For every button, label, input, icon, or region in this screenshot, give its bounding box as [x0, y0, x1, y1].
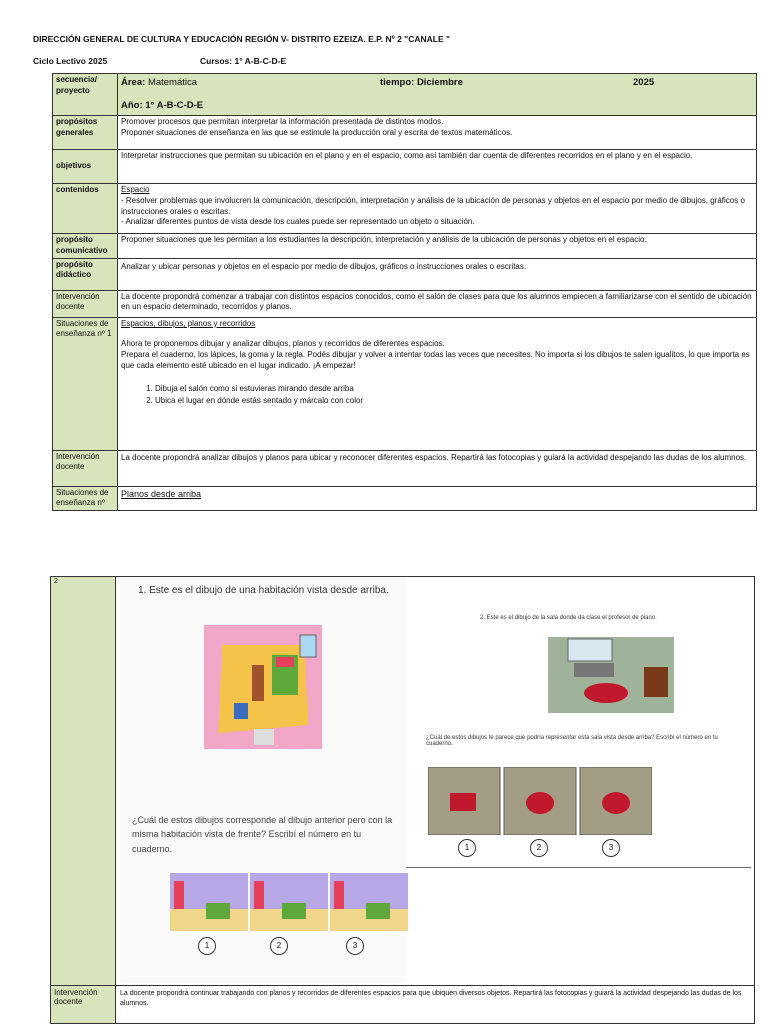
intervencion-3: La docente propondrá continuar trabajando con planos y recorridos de diferentes espacios para que ubiquen diversos objetos. Repartirá las fotocopias y guiará la actividad despejando las dudas de los alumnos.	[116, 986, 755, 1024]
intervencion-2-label: Intervención docente	[53, 450, 118, 486]
option-3-label: 3	[602, 839, 620, 857]
worksheet-area	[116, 576, 755, 986]
cursos: Cursos: 1° A-B-C-D-E	[200, 56, 287, 66]
row-number: 2	[50, 576, 116, 986]
comunicativo-label: propósito comunicativo	[53, 234, 118, 259]
propositos-1: Promover procesos que permitan interpretar la información presentada de distintos modos.	[121, 117, 444, 126]
option-1-label: 1	[458, 839, 476, 857]
page-2	[50, 576, 755, 1024]
intervencion-label: Intervención docente	[53, 290, 118, 317]
contenidos-title: Espacio	[121, 185, 150, 194]
intervencion-1: La docente propondrá comenzar a trabajar con distintos espacios conocidos, como el salón de clases para que los alumnos empiecen a familiarizarse con el sentido de ubicación en un espacio determinado, recorridos y planos.	[118, 290, 757, 317]
situaciones-1-p1: Ahora te proponemos dibujar y analizar dibujos, planos y recorridos de diferentes espacios.	[121, 339, 445, 349]
ciclo-lectivo: Ciclo Lectivo 2025	[33, 56, 108, 66]
intervencion-3-label: Intervención docente	[50, 986, 116, 1024]
objetivos-label: objetivos	[53, 150, 118, 184]
intervencion-2: La docente propondrá analizar dibujos y planos para ubicar y reconocer diferentes espacios. Repartirá las fotocopias y guiará la actividad despejando las dudas de los alumnos.	[118, 450, 757, 486]
list-item: 1. Dibuja el salón como si estuvieras mirando desde arriba	[155, 384, 753, 395]
propositos-cell	[118, 116, 757, 150]
q2-question: ¿Cuál de estos dibujos te parece que podría representar esta sala vista desde arriba? Escribí el número en tu cuaderno.	[426, 735, 718, 747]
worksheet-1	[120, 577, 406, 983]
situaciones-1-cell	[118, 317, 757, 450]
situaciones-2-title: Planos desde arriba	[118, 486, 757, 511]
planning-table	[52, 73, 757, 511]
didactico: Analizar y ubicar personas y objetos en el espacio por medio de dibujos, gráficos o instrucciones orales o escritas.	[118, 258, 757, 290]
option-2-label: 2	[270, 937, 288, 955]
option-3-label: 3	[346, 937, 364, 955]
q1-question: ¿Cuál de estos dibujos corresponde al dibujo anterior pero con la misma habitación vista de frente? Escribí el número en tu cuaderno.	[132, 815, 393, 854]
room-top-view-image	[204, 625, 322, 749]
option-2-label: 2	[530, 839, 548, 857]
list-item: 2. Ubica el lugar en dónde estás sentado y márcalo con color	[155, 396, 753, 407]
worksheet-2	[406, 577, 751, 868]
year: 2025	[633, 77, 655, 88]
area-value: Matemática	[147, 77, 198, 88]
option-3-image	[580, 767, 652, 835]
option-1-image	[170, 873, 248, 931]
situaciones-1-title: Espacios, dibujos, planos y recorridos	[121, 318, 256, 328]
propositos-label: propósitos generales	[53, 116, 118, 150]
propositos-2: Proponer situaciones de enseñanza en las que se estimule la producción oral y escrita de textos matemáticos.	[121, 127, 513, 137]
anio: Año: 1° A-B-C-D-E	[121, 99, 204, 111]
secuencia-label: secuencia/ proyecto	[53, 74, 118, 116]
contenidos-2: - Analizar diferentes puntos de vista desde los cuales puede ser representado un objeto o situación.	[121, 217, 475, 227]
area-label: Área:	[121, 77, 146, 88]
option-2-image	[250, 873, 328, 931]
room-front-view-options	[170, 873, 408, 933]
contenidos-1: - Resolver problemas que involucren la comunicación, descripción, interpretación y análisis de la ubicación de personas y objetos en el espacio por medio de dibujos, gráficos o instrucciones orales o escritas.	[121, 195, 745, 216]
option-2-image	[504, 767, 576, 835]
situaciones-1-list	[141, 384, 753, 407]
tiempo: tiempo: Diciembre	[380, 77, 463, 88]
objetivos: Interpretar instrucciones que permitan su ubicación en el plano y en el espacio, como así también dar cuenta de diferentes recorridos en el plano y en el espacio.	[118, 150, 757, 184]
document-title: DIRECCIÓN GENERAL DE CULTURA Y EDUCACIÓN REGIÓN V- DISTRITO EZEIZA. E.P. Nº 2 "CANALE "	[33, 34, 451, 44]
situaciones-1-p2: Prepara el cuaderno, los lápices, la goma y la regla. Podés dibujar y volver a intentar todas las veces que necesites. No importa si los dibujos te salen igualitos, lo que importa es que cada elemento esté ubicado en el lugar indicado. ¡A empezar!	[121, 350, 750, 370]
piano-room-options	[428, 767, 652, 835]
option-3-image	[330, 873, 408, 931]
option-1-label: 1	[198, 937, 216, 955]
didactico-label: propósito didáctico	[53, 258, 118, 290]
contenidos-cell	[118, 184, 757, 234]
piano-room-image	[548, 637, 674, 713]
contenidos-label: contenidos	[53, 184, 118, 234]
option-1-image	[428, 767, 500, 835]
situaciones-2-label: Situaciones de enseñanza nº	[53, 486, 118, 511]
comunicativo: Proponer situaciones que les permitan a los estudiantes la descripción, interpretación y análisis de la ubicación de personas y objetos en el espacio.	[118, 234, 757, 259]
situaciones-1-label: Situaciones de enseñanza nº 1	[53, 317, 118, 450]
q2-title: 2. Este es el dibujo de la sala donde da clase el profesor de piano.	[480, 615, 657, 621]
q1-title: 1. Este es el dibujo de una habitación vista desde arriba.	[138, 585, 389, 596]
area-cell	[118, 74, 757, 116]
